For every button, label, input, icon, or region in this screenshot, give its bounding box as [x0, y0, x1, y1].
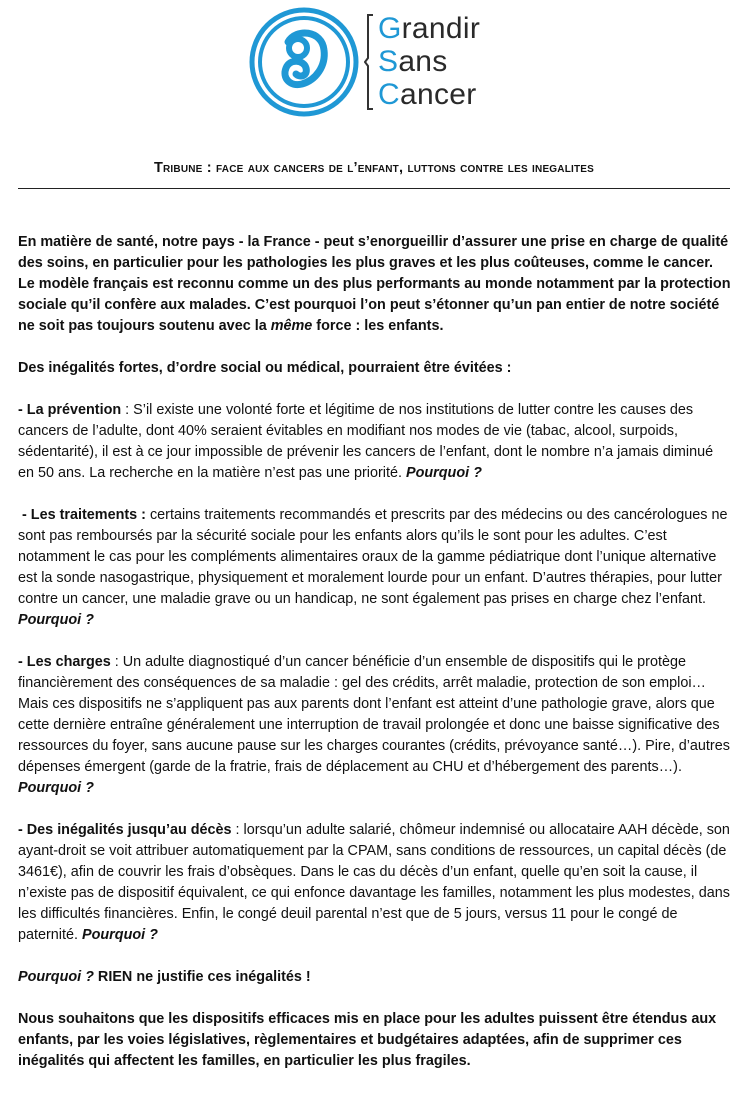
section-label: - Les charges: [18, 654, 111, 670]
title-divider: [18, 188, 730, 189]
fetus-in-circle-icon: [248, 6, 360, 118]
question-text: Pourquoi ?: [82, 927, 158, 943]
question-text: Pourquoi ?: [405, 465, 482, 481]
section-deces: - Des inégalités jusqu’au décès : lorsqu’un adulte salarié, chômeur indemnisé ou allocataire AAH décède, son ayant-droit se voit attribuer automatiquement par la CPAM, sans conditions de ressources, un capital décès (de 3461€), afin de couvrir les frais d’obsèques. Dans le cas du décès d’un enfant, quelle qu’en soit la cause, il n’existe pas de dispositif équivalent, ce qui enfonce davantage les familles, notamment les plus modestes, dans les difficultés financières. Enfin, le congé deuil parental n’est que de 5 jours, versus 11 pour le congé de paternité. Pourquoi ?: [18, 822, 730, 943]
question-text: Pourquoi ?: [18, 612, 94, 628]
conclusion-paragraph: Nous souhaitons que les dispositifs efficaces mis en place pour les adultes puissent être étendus aux enfants, par les voies législatives, règlementaires et budgétaires adaptées, afin de supprimer ces inégalités qui affectent les familles, en particulier les plus fragiles.: [18, 1011, 717, 1069]
question-text: Pourquoi ?: [18, 780, 94, 796]
logo-line-grandir: Grandir: [378, 12, 481, 45]
section-charges: - Les charges : Un adulte diagnostiqué d’un cancer bénéficie d’un ensemble de dispositifs qui le protège financièrement des conséquences de sa maladie : gel des crédits, arrêt maladie, protection de son emploi… Mais ces dispositifs ne s’appliquent pas aux parents dont l’enfant est atteint d’une pathologie grave, alors que cette dernière entraîne généralement une interruption de travail prolongée et donc une baisse significative des ressources du foyer, sans aucune pause sur les charges courantes (crédits, prévoyance santé…). Pire, d’autres dépenses émergent (garde de la fratrie, frais de déplacement au CHU et d’hébergement des parents…). Pourquoi ?: [18, 654, 730, 796]
logo-line-cancer: Cancer: [378, 78, 477, 111]
article-body: [18, 232, 732, 1093]
logo-wordmark: [378, 12, 480, 111]
closing-line: Pourquoi ? RIEN ne justifie ces inégalités !: [18, 969, 311, 985]
section-prevention: - La prévention : S’il existe une volonté forte et légitime de nos institutions de lutter contre les causes des cancers de l’adulte, dont 40% seraient évitables en modifiant nos modes de vie (tabac, alcool, surpoids, sédentarité), il est à ce jour impossible de prévenir les cancers de l’enfant, dont le nombre n’a jamais diminué en 50 ans. La recherche en la matière n’est pas une priorité. Pourquoi ?: [18, 402, 714, 481]
section-label: - La prévention: [18, 402, 122, 418]
intro-paragraph: En matière de santé, notre pays - la France - peut s’enorgueillir d’assurer une prise en charge de qualité des soins, en particulier pour les pathologies les plus graves et les plus coûteuses, comme le cancer. Le modèle français est reconnu comme un des plus performants au monde notamment par la protection sociale qu’il confère aux malades. C’est pourquoi l’on peut s’étonner qu’un pan entier de notre société ne soit pas toujours soutenu avec la même force : les enfants.: [18, 234, 731, 334]
page-title: Tribune : face aux cancers de l’enfant, luttons contre les inegalites: [153, 160, 595, 176]
logo-line-sans: Sans: [378, 45, 448, 78]
grandir-sans-cancer-logo: [248, 6, 508, 118]
section-subheading: Des inégalités fortes, d’ordre social ou médical, pourraient être évitées :: [18, 360, 512, 376]
closing-question: Pourquoi ?: [18, 969, 94, 985]
section-label: - Les traitements :: [22, 507, 146, 523]
bracket-divider: [364, 14, 374, 110]
section-label: - Des inégalités jusqu’au décès: [18, 822, 232, 838]
section-traitements: - Les traitements : certains traitements recommandés et prescrits par des médecins ou des cancérologues ne sont pas remboursés par la sécurité sociale pour les enfants alors qu’ils le sont pour les adultes. C’est notamment le cas pour les compléments alimentaires oraux de la gamme pédiatrique dont l’unique alternative est la sonde nasogastrique, physiquement et moralement lourde pour un enfant. D’autres thérapies, pour lutter contre un cancer, une maladie grave ou un handicap, ne sont également pas prises en charge chez l’enfant. Pourquoi ?: [18, 507, 728, 628]
intro-emphasis: même: [270, 318, 313, 334]
